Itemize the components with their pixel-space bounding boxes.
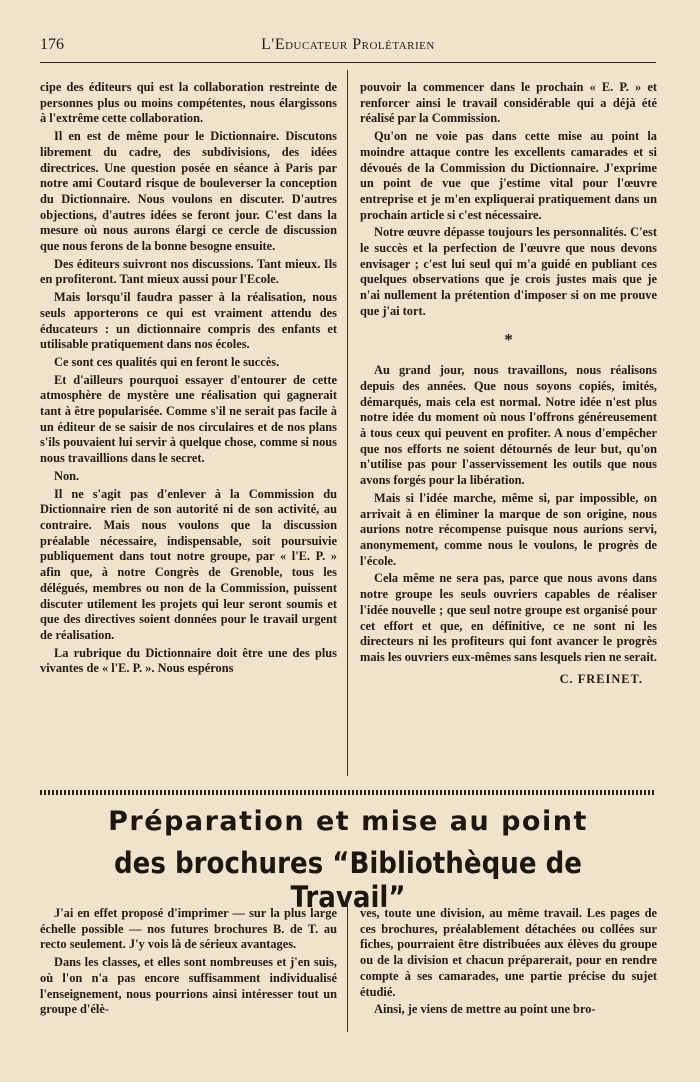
- paragraph: Notre œuvre dépasse toujours les personnalités. C'est le succès et la perfection de l'œuvre que nous devons envisager ; c'est lui seul qui m'a guidé en publiant ces quelques observations que je crois justes mais que je n'ai nullement la prétention d'imposer si on me prouve que j'ai tort.: [360, 225, 657, 318]
- page-header: [40, 36, 656, 63]
- paragraph: pouvoir la commencer dans le prochain « E. P. » et renforcer ainsi le travail considérable qui a déjà été réalisé par la Commission.: [360, 80, 657, 126]
- signature: C. FREINET.: [559, 671, 643, 686]
- article2-right-column: [360, 906, 657, 1020]
- paragraph: Cela même ne sera pas, parce que nous avons dans notre groupe les seuls ouvriers capables de réaliser l'idée nouvelle ; que seul notre groupe est organisé pour cet effort et que, en définitive, ce ne sont ni les directeurs ni les profiteurs qui font avancer le progrès mais les ouvriers eux-mêmes sans lesquels rien ne serait.: [360, 571, 657, 664]
- page-number: 176: [40, 36, 64, 53]
- paragraph: Mais si l'idée marche, même si, par impossible, on arrivait à en éliminer la marque de son origine, nous aurions notre récompense puisque nous aurions servi, anonymement, comme nous le voulons, le progrès de l'école.: [360, 490, 657, 568]
- paragraph: Il ne s'agit pas d'enlever à la Commission du Dictionnaire rien de son autorité ni de son activité, au contraire. Mais nous voulons que la discussion préalable nécessaire, indispensable, soit poursuivie publiquement dans tout notre groupe, par « l'E. P. » afin que, à notre Congrès de Grenoble, tous les délégués, membres ou non de la Commission, puissent discuter utilement les projets qui leur seront soumis et que des directives soient données pour le travail urgent de réalisation.: [40, 486, 337, 642]
- paragraph: Non.: [54, 468, 80, 483]
- paragraph: Au grand jour, nous travaillons, nous réalisons depuis des années. Que nous soyons copiés, imités, démarqués, mais cela est normal. Notre idée n'est plus notre idée du moment où nous l'offrons généreusement à tous ceux qui peuvent en profiter. A nous d'empêcher que nos efforts ne soient détournés de leur but, qu'on n'utilise pas pour l'asservissement les outils que nous avons forgés pour la libération.: [360, 363, 657, 488]
- article1-left-column: [40, 80, 337, 679]
- paragraph: Dans les classes, et elles sont nombreuses et j'en suis, où l'on n'a pas encore suffisamment individualisé l'enseignement, nous pourrions ainsi intéresser tout un groupe d'élè-: [40, 955, 337, 1017]
- paragraph: Et d'ailleurs pourquoi essayer d'entourer de cette atmosphère de mystère une réalisation qui gagnerait tant à être popularisée. Comme s'il ne serait pas facile à un éditeur de se saisir de nos circulaires et de nos plans s'ils pouvaient lui servir à quelque chose, comme si nous nous travaillions dans le secret.: [40, 372, 337, 466]
- dotted-separator-rule: [40, 790, 656, 795]
- paragraph: Il en est de même pour le Dictionnaire. Discutons librement du cadre, des subdivisions, des idées directrices. Une question posée en séance à Paris par notre ami Coutard risque de bouleverser la conception du Dictionnaire. Nous voulons en discuter. D'autres objections, d'autres idées se feront jour. C'est dans la mesure où nous aurons élargi ce cercle de discussion que nous ferons de la bonne besogne ensuite.: [40, 129, 337, 254]
- paragraph: Qu'on ne voie pas dans cette mise au point la moindre attaque contre les excellents camarades et si dévoués de la Commission du Dictionnaire. J'exprime un point de vue que j'estime vital pour l'œuvre entreprise et je m'en expliquerai pratiquement dans un prochain article si c'est nécessaire.: [360, 129, 657, 222]
- paragraph: cipe des éditeurs qui est la collaboration restreinte de personnes plus ou moins compétentes, nous élargissons à l'extrême cette collaboration.: [40, 80, 337, 126]
- article-title-line-2: des brochures “Bibliothèque de Travail”: [113, 846, 583, 914]
- column-divider: [347, 70, 348, 776]
- paragraph: Des éditeurs suivront nos discussions. Tant mieux. Ils en profiteront. Tant mieux aussi pour l'Ecole.: [40, 256, 337, 287]
- running-title: L'Educateur Prolétarien: [261, 36, 435, 53]
- paragraph: Ce sont ces qualités qui en feront le succès.: [54, 354, 280, 369]
- paragraph: J'ai en effet proposé d'imprimer — sur la plus large échelle possible — nos futures brochures B. de T. au recto seulement. J'y vois là de sérieux avantages.: [40, 906, 337, 952]
- paragraph: Ainsi, je viens de mettre au point une bro-: [374, 1002, 596, 1017]
- paragraph: ves, toute une division, au même travail. Les pages de ces brochures, préalablement détachées ou collées sur fiches, pourraient être distribuées aux élèves du groupe ou de la division et chacun préparerait, pour en rendre compte à ses camarades, une partie précise du sujet étudié.: [360, 906, 657, 999]
- paragraph: La rubrique du Dictionnaire doit être une des plus vivantes de « l'E. P. ». Nous espérons: [40, 645, 337, 676]
- column-divider: [347, 898, 348, 1032]
- article2-left-column: [40, 906, 337, 1020]
- paragraph: Mais lorsqu'il faudra passer à la réalisation, nous seuls apporterons ce qui est vraiment attendu des éducateurs : un dictionnaire compris des enfants et utilisable pratiquement dans nos écoles.: [40, 290, 337, 352]
- section-separator: *: [504, 329, 513, 349]
- article-title-line-1: Préparation et mise au point: [108, 806, 588, 837]
- article1-right-column: [360, 80, 657, 687]
